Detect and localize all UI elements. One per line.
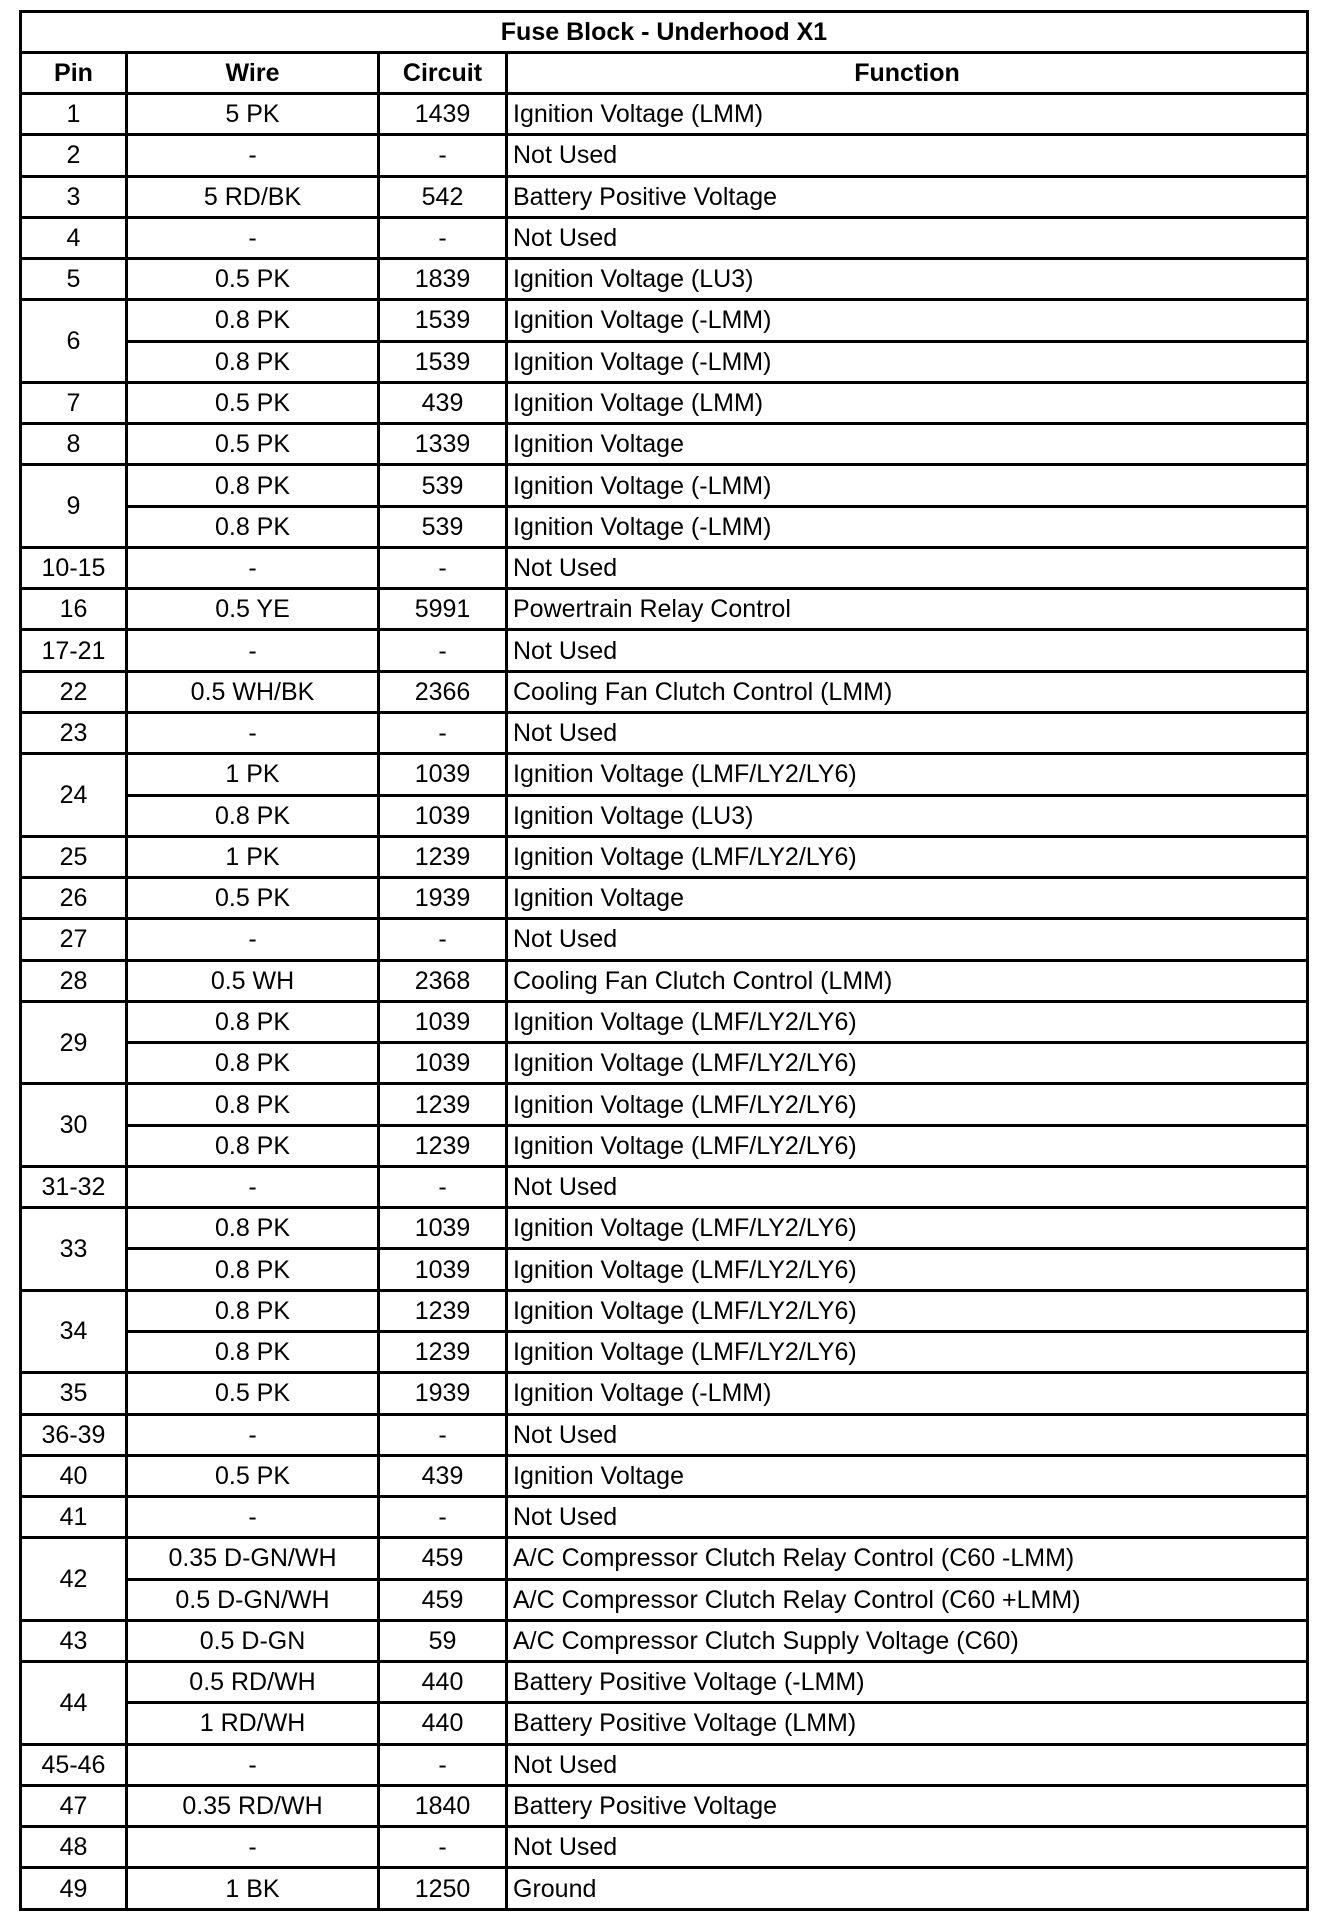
function-cell: Ignition Voltage (LMF/LY2/LY6) <box>507 1290 1308 1331</box>
table-row <box>21 1538 1308 1579</box>
pin-cell: 27 <box>21 919 127 960</box>
table-row <box>21 382 1308 423</box>
circuit-cell: 1839 <box>379 259 507 300</box>
circuit-cell: - <box>379 217 507 258</box>
wire-cell: 1 RD/WH <box>127 1703 379 1744</box>
wire-cell: - <box>127 1827 379 1868</box>
table-row <box>21 1208 1308 1249</box>
table-row <box>21 919 1308 960</box>
function-cell: Ignition Voltage (LMF/LY2/LY6) <box>507 1249 1308 1290</box>
pin-cell: 1 <box>21 94 127 135</box>
function-cell: Ignition Voltage (LMF/LY2/LY6) <box>507 1125 1308 1166</box>
table-row <box>21 960 1308 1001</box>
function-cell: Not Used <box>507 712 1308 753</box>
circuit-cell: 439 <box>379 382 507 423</box>
wire-cell: - <box>127 1414 379 1455</box>
table-row <box>21 217 1308 258</box>
circuit-cell: 1039 <box>379 1001 507 1042</box>
wire-cell: 0.5 D-GN <box>127 1620 379 1661</box>
function-cell: Not Used <box>507 919 1308 960</box>
circuit-cell: - <box>379 630 507 671</box>
function-cell: Battery Positive Voltage (LMM) <box>507 1703 1308 1744</box>
table-row <box>21 1455 1308 1496</box>
pin-column-header: Pin <box>21 53 127 94</box>
pin-cell: 29 <box>21 1001 127 1084</box>
function-cell: Cooling Fan Clutch Control (LMM) <box>507 671 1308 712</box>
table-row <box>21 1249 1308 1290</box>
pin-cell: 47 <box>21 1785 127 1826</box>
pin-cell: 31-32 <box>21 1166 127 1207</box>
pin-cell: 43 <box>21 1620 127 1661</box>
table-row <box>21 1744 1308 1785</box>
function-cell: Ignition Voltage (LMF/LY2/LY6) <box>507 836 1308 877</box>
circuit-cell: 1339 <box>379 424 507 465</box>
table-row <box>21 1662 1308 1703</box>
pin-cell: 33 <box>21 1208 127 1291</box>
wire-cell: - <box>127 135 379 176</box>
wire-cell: 0.5 WH/BK <box>127 671 379 712</box>
table-row <box>21 1084 1308 1125</box>
pin-cell: 8 <box>21 424 127 465</box>
pin-cell: 35 <box>21 1373 127 1414</box>
table-row <box>21 589 1308 630</box>
function-cell: Ignition Voltage (LMM) <box>507 382 1308 423</box>
pin-cell: 10-15 <box>21 547 127 588</box>
pin-cell: 26 <box>21 878 127 919</box>
function-column-header: Function <box>507 53 1308 94</box>
circuit-cell: 1239 <box>379 1290 507 1331</box>
function-cell: A/C Compressor Clutch Supply Voltage (C60) <box>507 1620 1308 1661</box>
function-cell: Not Used <box>507 217 1308 258</box>
circuit-cell: 1239 <box>379 1331 507 1372</box>
circuit-cell: 2368 <box>379 960 507 1001</box>
pin-cell: 25 <box>21 836 127 877</box>
pin-cell: 44 <box>21 1662 127 1745</box>
circuit-cell: 1239 <box>379 1084 507 1125</box>
circuit-cell: 459 <box>379 1579 507 1620</box>
table-row <box>21 795 1308 836</box>
wire-cell: 0.5 RD/WH <box>127 1662 379 1703</box>
function-cell: Ignition Voltage (LMF/LY2/LY6) <box>507 754 1308 795</box>
function-cell: Ignition Voltage <box>507 1455 1308 1496</box>
wire-cell: - <box>127 919 379 960</box>
function-cell: Ignition Voltage (LMF/LY2/LY6) <box>507 1001 1308 1042</box>
wire-cell: 0.8 PK <box>127 300 379 341</box>
pin-cell: 28 <box>21 960 127 1001</box>
wire-cell: 1 PK <box>127 754 379 795</box>
table-row <box>21 671 1308 712</box>
wire-cell: 0.5 PK <box>127 382 379 423</box>
pin-cell: 22 <box>21 671 127 712</box>
function-cell: Ignition Voltage (LMF/LY2/LY6) <box>507 1331 1308 1372</box>
circuit-cell: 1239 <box>379 1125 507 1166</box>
function-cell: Battery Positive Voltage <box>507 176 1308 217</box>
function-cell: A/C Compressor Clutch Relay Control (C60 +LMM) <box>507 1579 1308 1620</box>
pin-cell: 41 <box>21 1497 127 1538</box>
table-row <box>21 1125 1308 1166</box>
function-cell: Not Used <box>507 1744 1308 1785</box>
wire-cell: 0.8 PK <box>127 1208 379 1249</box>
table-row <box>21 176 1308 217</box>
wire-cell: 0.8 PK <box>127 1001 379 1042</box>
function-cell: Ignition Voltage (-LMM) <box>507 506 1308 547</box>
wire-cell: 1 PK <box>127 836 379 877</box>
connector-pinout-table <box>19 10 1309 1911</box>
function-cell: Not Used <box>507 135 1308 176</box>
wire-cell: 0.8 PK <box>127 795 379 836</box>
table-row <box>21 424 1308 465</box>
circuit-cell: 1539 <box>379 341 507 382</box>
circuit-cell: 539 <box>379 506 507 547</box>
function-cell: Ignition Voltage (-LMM) <box>507 341 1308 382</box>
function-cell: Ignition Voltage (LMF/LY2/LY6) <box>507 1208 1308 1249</box>
pin-cell: 34 <box>21 1290 127 1373</box>
function-cell: Battery Positive Voltage <box>507 1785 1308 1826</box>
function-cell: Powertrain Relay Control <box>507 589 1308 630</box>
function-cell: Ignition Voltage (-LMM) <box>507 1373 1308 1414</box>
table-row <box>21 1497 1308 1538</box>
wire-cell: - <box>127 217 379 258</box>
circuit-cell: 440 <box>379 1703 507 1744</box>
pin-cell: 3 <box>21 176 127 217</box>
function-cell: Not Used <box>507 1414 1308 1455</box>
wire-cell: 1 BK <box>127 1868 379 1910</box>
function-cell: Ignition Voltage (LMF/LY2/LY6) <box>507 1084 1308 1125</box>
wire-cell: 0.8 PK <box>127 341 379 382</box>
title-row <box>21 12 1308 53</box>
function-cell: Not Used <box>507 547 1308 588</box>
circuit-cell: 1939 <box>379 1373 507 1414</box>
table-row <box>21 754 1308 795</box>
wire-cell: 0.5 PK <box>127 1373 379 1414</box>
circuit-cell: 2366 <box>379 671 507 712</box>
pin-cell: 9 <box>21 465 127 548</box>
wire-cell: 0.5 PK <box>127 424 379 465</box>
function-cell: Ground <box>507 1868 1308 1910</box>
function-cell: Ignition Voltage (-LMM) <box>507 300 1308 341</box>
function-cell: Battery Positive Voltage (-LMM) <box>507 1662 1308 1703</box>
table-row <box>21 1166 1308 1207</box>
pin-cell: 42 <box>21 1538 127 1621</box>
pin-cell: 17-21 <box>21 630 127 671</box>
pin-cell: 45-46 <box>21 1744 127 1785</box>
wire-column-header: Wire <box>127 53 379 94</box>
table-row <box>21 878 1308 919</box>
wire-cell: 0.5 YE <box>127 589 379 630</box>
function-cell: Not Used <box>507 630 1308 671</box>
table-row <box>21 1373 1308 1414</box>
table-row <box>21 1868 1308 1910</box>
table-row <box>21 712 1308 753</box>
table-row <box>21 1579 1308 1620</box>
circuit-cell: 1039 <box>379 1043 507 1084</box>
wire-cell: 5 RD/BK <box>127 176 379 217</box>
function-cell: Not Used <box>507 1166 1308 1207</box>
table-row <box>21 1703 1308 1744</box>
wire-cell: - <box>127 1166 379 1207</box>
table-row <box>21 1290 1308 1331</box>
column-header-row <box>21 53 1308 94</box>
circuit-cell: 5991 <box>379 589 507 630</box>
table-row <box>21 1043 1308 1084</box>
table-row <box>21 135 1308 176</box>
pin-cell: 36-39 <box>21 1414 127 1455</box>
table-row <box>21 1785 1308 1826</box>
pin-cell: 48 <box>21 1827 127 1868</box>
wire-cell: 0.8 PK <box>127 465 379 506</box>
pin-cell: 4 <box>21 217 127 258</box>
circuit-cell: - <box>379 1414 507 1455</box>
circuit-cell: - <box>379 712 507 753</box>
wire-cell: 0.5 WH <box>127 960 379 1001</box>
wire-cell: 0.35 RD/WH <box>127 1785 379 1826</box>
wire-cell: 0.8 PK <box>127 1125 379 1166</box>
pin-cell: 5 <box>21 259 127 300</box>
circuit-column-header: Circuit <box>379 53 507 94</box>
circuit-cell: - <box>379 1497 507 1538</box>
wire-cell: 0.5 D-GN/WH <box>127 1579 379 1620</box>
wire-cell: 0.5 PK <box>127 1455 379 1496</box>
table-row <box>21 506 1308 547</box>
circuit-cell: 59 <box>379 1620 507 1661</box>
wire-cell: - <box>127 547 379 588</box>
table-title: Fuse Block - Underhood X1 <box>21 12 1308 53</box>
circuit-cell: - <box>379 1744 507 1785</box>
circuit-cell: 1250 <box>379 1868 507 1910</box>
function-cell: Not Used <box>507 1497 1308 1538</box>
pin-cell: 40 <box>21 1455 127 1496</box>
function-cell: Not Used <box>507 1827 1308 1868</box>
function-cell: Ignition Voltage (LU3) <box>507 259 1308 300</box>
function-cell: Ignition Voltage <box>507 878 1308 919</box>
circuit-cell: 1539 <box>379 300 507 341</box>
table-row <box>21 630 1308 671</box>
wire-cell: 0.5 PK <box>127 878 379 919</box>
circuit-cell: - <box>379 1827 507 1868</box>
circuit-cell: - <box>379 1166 507 1207</box>
wire-cell: 0.8 PK <box>127 1084 379 1125</box>
wire-cell: - <box>127 712 379 753</box>
wire-cell: 0.8 PK <box>127 1249 379 1290</box>
wire-cell: 0.5 PK <box>127 259 379 300</box>
wire-cell: 0.8 PK <box>127 1043 379 1084</box>
circuit-cell: 459 <box>379 1538 507 1579</box>
table-row <box>21 1001 1308 1042</box>
circuit-cell: 1439 <box>379 94 507 135</box>
circuit-cell: - <box>379 547 507 588</box>
pin-cell: 2 <box>21 135 127 176</box>
table-row <box>21 1620 1308 1661</box>
circuit-cell: 542 <box>379 176 507 217</box>
circuit-cell: - <box>379 135 507 176</box>
circuit-cell: 440 <box>379 1662 507 1703</box>
wire-cell: 0.8 PK <box>127 1331 379 1372</box>
pin-cell: 6 <box>21 300 127 383</box>
function-cell: Ignition Voltage <box>507 424 1308 465</box>
function-cell: Ignition Voltage (LMF/LY2/LY6) <box>507 1043 1308 1084</box>
pin-cell: 7 <box>21 382 127 423</box>
wire-cell: - <box>127 1744 379 1785</box>
wire-cell: 0.8 PK <box>127 506 379 547</box>
function-cell: A/C Compressor Clutch Relay Control (C60 -LMM) <box>507 1538 1308 1579</box>
table-row <box>21 1827 1308 1868</box>
circuit-cell: 1039 <box>379 795 507 836</box>
pin-cell: 16 <box>21 589 127 630</box>
table-row <box>21 300 1308 341</box>
circuit-cell: 1039 <box>379 1249 507 1290</box>
circuit-cell: 439 <box>379 1455 507 1496</box>
table-row <box>21 836 1308 877</box>
circuit-cell: 1939 <box>379 878 507 919</box>
pin-cell: 23 <box>21 712 127 753</box>
table-row <box>21 1331 1308 1372</box>
table-row <box>21 465 1308 506</box>
circuit-cell: 1039 <box>379 1208 507 1249</box>
table-row <box>21 94 1308 135</box>
pin-cell: 30 <box>21 1084 127 1167</box>
table-row <box>21 259 1308 300</box>
circuit-cell: 1039 <box>379 754 507 795</box>
table-header <box>21 12 1308 94</box>
table-row <box>21 341 1308 382</box>
function-cell: Ignition Voltage (-LMM) <box>507 465 1308 506</box>
wire-cell: 0.8 PK <box>127 1290 379 1331</box>
circuit-cell: 1239 <box>379 836 507 877</box>
wire-cell: - <box>127 1497 379 1538</box>
table-row <box>21 547 1308 588</box>
circuit-cell: 539 <box>379 465 507 506</box>
function-cell: Ignition Voltage (LU3) <box>507 795 1308 836</box>
wire-cell: - <box>127 630 379 671</box>
table-row <box>21 1414 1308 1455</box>
function-cell: Ignition Voltage (LMM) <box>507 94 1308 135</box>
circuit-cell: - <box>379 919 507 960</box>
wire-cell: 0.35 D-GN/WH <box>127 1538 379 1579</box>
wire-cell: 5 PK <box>127 94 379 135</box>
pin-cell: 49 <box>21 1868 127 1910</box>
pin-cell: 24 <box>21 754 127 837</box>
table-body <box>21 94 1308 1910</box>
function-cell: Cooling Fan Clutch Control (LMM) <box>507 960 1308 1001</box>
circuit-cell: 1840 <box>379 1785 507 1826</box>
